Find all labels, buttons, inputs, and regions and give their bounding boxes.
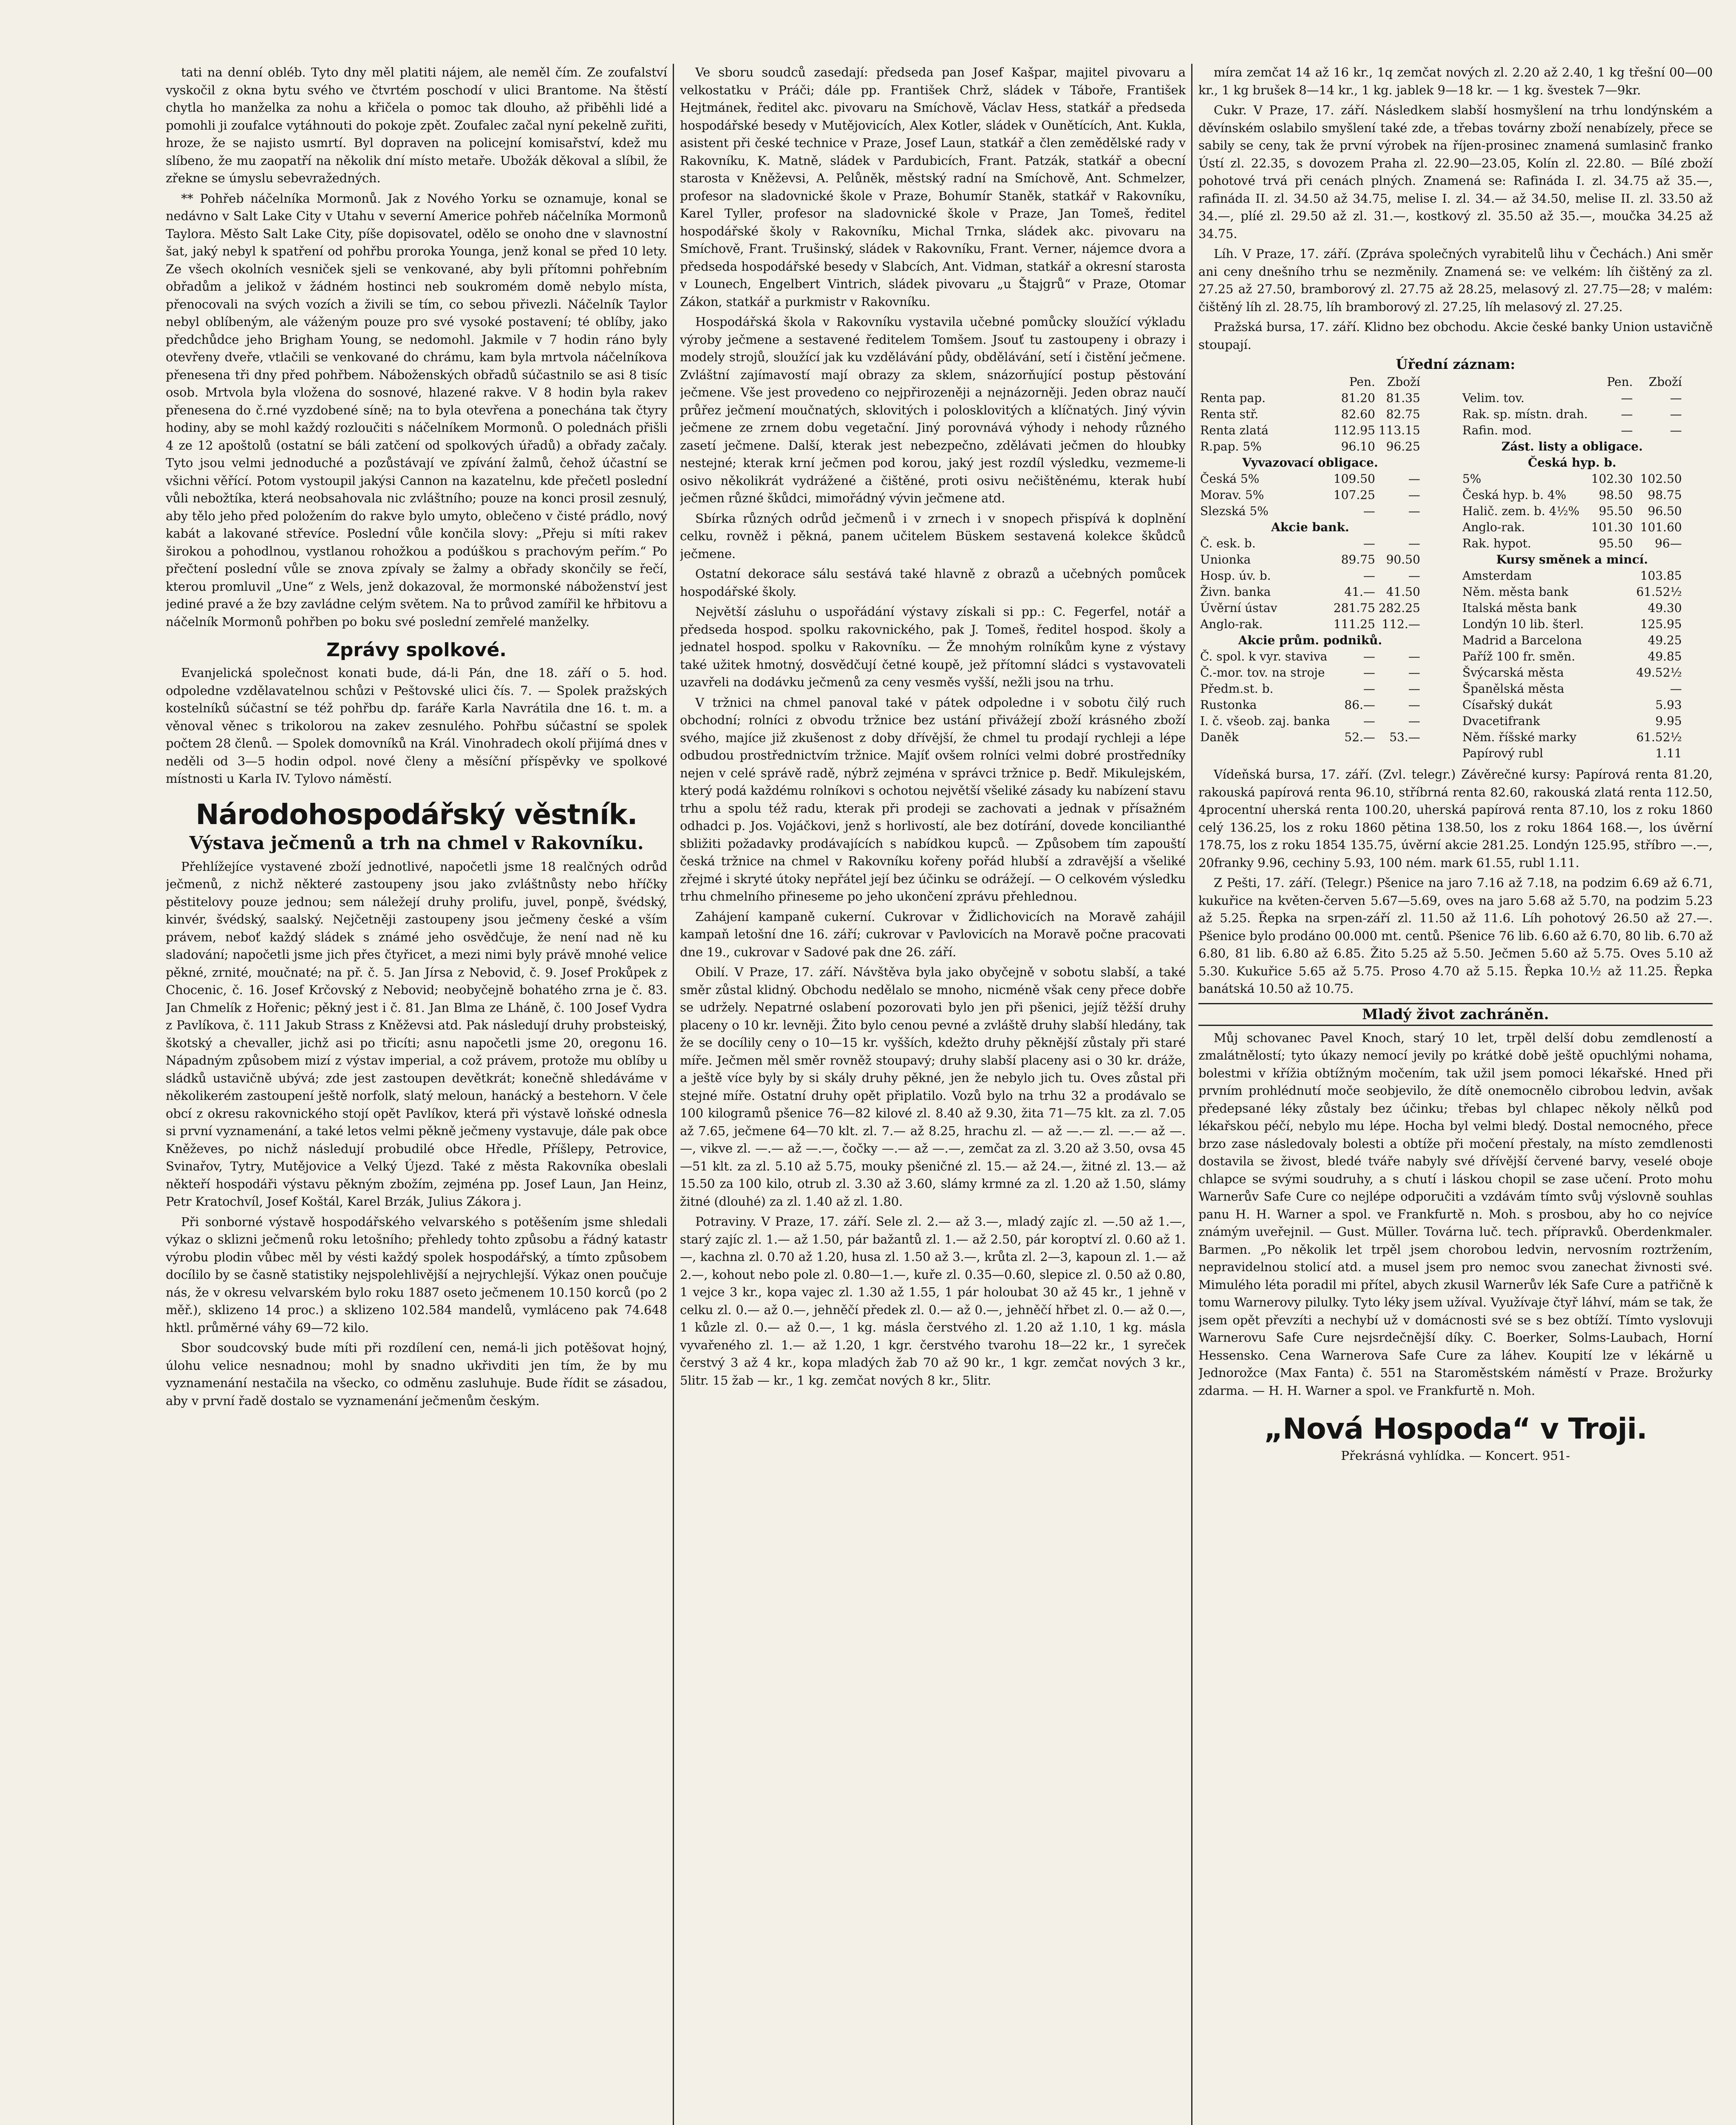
table-row [1461, 406, 1683, 422]
table-cell: — [1363, 504, 1375, 518]
table-row [1461, 665, 1683, 681]
table-row [1198, 422, 1422, 439]
commodity-reports [1198, 64, 1713, 354]
table-cell: — [1621, 391, 1633, 405]
table-cell: Vyvazovací obligace. [1242, 456, 1378, 470]
column-2 [680, 64, 1186, 2125]
table-cell: 103.85 [1640, 569, 1682, 583]
table-cell: Italská města bank [1462, 601, 1577, 615]
table-cell: Zboží [1648, 375, 1682, 389]
table-cell: Renta pap. [1200, 391, 1266, 405]
table-cell [1198, 374, 1332, 390]
exhibition-subheading: Výstava ječmenů a trh na chmel v Rakovníku. [189, 832, 644, 853]
column-divider [1191, 64, 1192, 2125]
table-cell: 112.95 [1333, 423, 1375, 437]
table-row [1198, 568, 1422, 584]
table-cell: — [1621, 407, 1633, 421]
table-cell: 49.52½ [1636, 666, 1682, 680]
table-cell: Paříž 100 fr. směn. [1462, 649, 1575, 663]
table-cell: Hosp. úv. b. [1200, 569, 1271, 583]
table-cell: 96— [1654, 536, 1682, 550]
table-row [1461, 649, 1683, 665]
table-cell [1461, 374, 1589, 390]
table-cell: Londýn 10 lib. šterl. [1462, 617, 1584, 631]
table-row [1461, 681, 1683, 697]
table-cell: — [1670, 391, 1682, 405]
table-cell: Česká 5% [1200, 472, 1260, 486]
table-row [1461, 503, 1683, 519]
table-row [1461, 487, 1683, 503]
table-cell: Švýcarská města [1462, 666, 1564, 680]
bourse-reports [1198, 766, 1713, 998]
table-cell [1589, 665, 1634, 681]
table-cell: 49.25 [1648, 633, 1682, 647]
table-cell: Amsterdam [1462, 569, 1532, 583]
table-cell: Rak. hypot. [1462, 536, 1532, 550]
table-row [1461, 471, 1683, 487]
table-cell: 81.35 [1386, 391, 1420, 405]
table-cell: 41.50 [1386, 585, 1420, 599]
table-cell: 9.95 [1655, 714, 1682, 728]
table-row [1198, 552, 1422, 568]
table-cell: 107.25 [1333, 488, 1375, 502]
table-row [1461, 536, 1683, 552]
advert-text: Můj schovanec Pavel Knoch, starý 10 let, trpěl delší dobu zemdleností a zmalátnělostí; tyto úkazy nemocí jevily po krátké době ještě opuchlými nohama, bolestmi v křížia obtížným močením, tak užil jsem pomoci lékařské. Hned při prvním prohlédnutí moče seobjevilo, že dítě onemocnělo cibrobou ledvin, avšak předepsané léky zůstaly bez účinku; třebas byl chlapec několy nělků pod lékařskou péčí, nebylo mu lépe. Hocha byl velmi bledý. Dostal nemocného, přece brzo zase následovaly bolesti a obtíže při močení přestaly, na místo zemdlenosti dostavila se živost, bledé tváře nabyly své dřívější červené barvy, veselé oboje chlapce se svými soudruhy, a s chutí i láskou chopil se zase učení. Proto mohu Warnerův Safe Cure co nejlépe odporučiti a vzdávám tímto svůj výslovně souhlas panu H. H. Warner a spol. ve Frankfurtě n. Moh. s prosbou, aby ho co nejvíce známým uveřejnil. — Gust. Müller. Továrna luč. tech. přípravků. Oberdenkmaler. Barmen. „Po několik let trpěl jsem chorobou ledvin, nervosním roztržením, nepravidelnou stolicí atd. a musel jsem pro nemoc svou zanechat živnosti své. Mimulého léta poradil mi přítel, abych zkusil Warnerův lék Safe Cure a patřičně k tomu Warnerovy pilulky. Tyto léky jsem užíval. Využívaje čtyř láhví, mám se tak, že jsem opět převzíti a nechybí už v domácnosti své se s bez obtíží. Tímto vyslovuji Warnerovu Safe Cure nejsrdečnější díky. C. Boerker, Solms-Laubach, Horní Hessensko. Cena Warnerova Safe Cure za láhev. Koupití lze v lékárně u Jednorožce (Max Fanta) č. 551 na Staroměstském náměstí v Praze. Brožurky zdarma. — H. H. Warner a spol. ve Frankfurtě n. Moh. [1198, 1030, 1713, 1398]
paragraph: Evanjelická společnost konati bude, dá-li Pán, dne 18. září o 5. hod. odpoledne vzdělavatelnou schůzi v Peštovské ulici čís. 7. — Spolek pražských kostelníků súčastní se též pohřbu dp. faráře Karla Navrátila dne 16. t. m. a věnoval věnec s trikolorou na zakev zesnulého. Pohřbu súčastní se spolek počtem 28 členů. — Spolek domovníků na Král. Vinohradech okolí přijímá dnes v neděli od 3—5 hodin odpol. nové členy a měsíční příspěvky ve spolkové místnosti u Karla IV. Tylovo náměstí. [166, 666, 667, 786]
table-cell: Živn. banka [1200, 585, 1271, 599]
paragraph: Ve sboru soudců zasedají: předseda pan Josef Kašpar, majitel pivovaru a velkostatku v Práči; dále pp. František Chrž, sládek v Táboře, František Hejtmánek, ředitel akc. pivovaru na Smíchově, Václav Hess, statkář a předseda hospodářské besedy v Mutějovicích, Alex Kotler, sládek v Ounětících, Ant. Kukla, asistent při české technice v Praze, Josef Laun, statkář a člen zemědělské rady v Rakovníku, K. Matně, sládek v Pardubicích, Frant. Patzák, statkář a obecní starosta v Kněževsi, A. Pelůněk, městský radní na Smíchově, Ant. Schmelzer, profesor na sladovnické škole v Praze, Bohumír Staněk, statkář v Rakovníku, Karel Tyller, profesor na sladovnické škole v Praze, Jan Tomeš, ředitel hospodářské školy v Rakovníku, Michal Trnka, sládek akc. pivovaru na Smíchově, Frant. Trušinský, sládek v Rakovníku, Frant. Verner, nájemce dvora a předseda hospodářské besedy v Slabcích, Ant. Vidman, statkář a okresní starosta v Lounech, Engelbert Vintrich, sládek pivovaru „u Štajgrů“ v Praze, Otomar Zákon, statkář a purkmistr v Rakovníku. [680, 65, 1186, 309]
table-row [1198, 600, 1422, 616]
article-top [166, 64, 667, 631]
table-cell: 282.25 [1378, 601, 1420, 615]
paragraph: Při sonborné výstavě hospodářského velvarského s potěšením jsme shledali výkaz o sklizni ječmenů roku letošního; přehledy tohto způsobu a řádný katastr výrobu plodin vůbec měl by vésti každý spolek hospodářský, a tímto způsobem docílilo by se časně statistiky nejspolehlivější a nejrychlejší. Výkaz onen poučuje nás, že v okresu velvarském bylo roku 1887 oseto ječmenem 10.150 korců (po 2 měř.), sklizeno 14 proc.) a sklizeno 102.584 mandelů, vymláceno pak 74.648 hktl. průměrné váhy 69—72 kilo. [166, 1214, 667, 1335]
table-cell: — [1408, 504, 1420, 518]
table-cell: Akcie bank. [1271, 520, 1349, 534]
table-cell: Halič. zem. b. 4½% [1462, 504, 1580, 518]
table-cell: I. č. všeob. zaj. banka [1200, 714, 1330, 728]
table-cell: Velim. tov. [1462, 391, 1525, 405]
table-cell: Kursy směnek a mincí. [1496, 552, 1648, 567]
spolky-article [166, 664, 667, 788]
table-cell: 61.52½ [1636, 585, 1682, 599]
paragraph: Hospodářská škola v Rakovníku vystavila učebné pomůcky sloužící výkladu výroby ječmene a sestavené ředitelem Tomšem. Jsouť tu zastoupeny i obrazy i modely strojů, sloužící jak ku vzdělávání půdy, obdělávání, setí i čistění ječmene. Zvláštní zajímavostí mají obrazy za sklem, snázorňující postup pěstování ječmene. Vše jest provedeno co nejpřirozeněji a nejnázorněji. Jeden obraz naučí průřez ječmení moučnatých, sklovitých i polosklovitých a klíčnatých. Jiný vývin ječmene ze zrnem dobu vegetační. Jiný porovnává výhody i nehody různého zasetí ječmene. Další, kterak jest nebezpečno, zdělávati ječmen do hloubky nestejné; kterak krní ječmen pod korou, jaký jest rozdíl výsledku, vezmeme-li osivo několikrát vydrážené a čištěné, proti osivu nečištěnému, kterak hubí ječmen různé škůdci, mimořádný vývin ječmene atd. [680, 314, 1186, 505]
paragraph: Největší zásluhu o uspořádání výstavy získali si pp.: C. Fegerfel, notář a předseda hospod. spolku rakovnického, pak J. Tomeš, ředitel hospod. školy a jednatel hospod. spolku v Rakovníku. — Že mnohým rolníkům kyne z výstavy také užitek hmotný, dosvědčují četné koupě, jež přítomní sládci s vystavovateli uzavřeli na dodávku ječmenů za ceny vesměs vyšší, nežli jsou na trhu. [680, 604, 1186, 689]
paragraph: Z Pešti, 17. září. (Telegr.) Pšenice na jaro 7.16 až 7.18, na podzim 6.69 až 6.71, kukuřice na květen-červen 5.67—5.69, oves na jaro 5.68 až 5.70, na podzim 5.23 až 5.25. Řepka na srpen-září zl. 11.50 až 11.6. Líh pohotový 26.50 až 27.—. Pšenice bylo prodáno 00.000 mt. centů. Pšenice 76 lib. 6.60 až 6.70, 80 lib. 6.70 až 6.80, 81 lib. 6.80 až 6.85. Žito 5.25 až 5.50. Ječmen 5.60 až 5.75. Oves 5.10 až 5.30. Kukuřice 5.65 až 5.75. Proso 4.70 až 5.15. Řepka 10.½ až 11.25. Řepka banátská 10.50 až 10.75. [1198, 876, 1713, 996]
table-cell: 96.25 [1386, 439, 1420, 453]
table-cell: — [1363, 666, 1375, 680]
paragraph: Cukr. V Praze, 17. září. Následkem slabší hosmyšlení na trhu londýnském a děvínském oslabilo smyšlení také zde, a třebas továrny zboží nenabízely, přece se sabily se ceny, tak že první výrobek na říjen-prosinec znamená sumlasinč franko Ústí zl. 22.35, s dovozem Praha zl. 22.90—23.05, Kolín zl. 22.80. — Bílé zboží pohotové trvá při cenách plných. Znamená se: Rafináda I. zl. 34.75 až 35.—, rafináda II. zl. 34.50 až 34.75, melise I. zl. 34.— až 34.50, melise II. zl. 33.50 až 34.—, plíé zl. 29.50 až zl. 31.—, kostkový zl. 35.50 až 35.—, moučka 34.25 až 34.75. [1198, 103, 1713, 241]
table-cell: Česká hyp. b. 4% [1462, 488, 1566, 502]
table-cell: Morav. 5% [1200, 488, 1264, 502]
paragraph: Ostatní dekorace sálu sestává také hlavně z obrazů a učebných pomůcek hospodářské školy. [680, 567, 1186, 599]
table-cell: 49.85 [1648, 649, 1682, 663]
table-row [1198, 616, 1422, 632]
table-cell: Madrid a Barcelona [1462, 633, 1582, 647]
table-cell: 86.— [1344, 698, 1375, 712]
table-row [1198, 390, 1422, 406]
table-cell [1589, 713, 1634, 729]
table-cell: 111.25 [1333, 617, 1375, 631]
table-cell: Č. spol. k vyr. staviva [1200, 649, 1328, 663]
table-cell [1589, 729, 1634, 745]
table-row [1461, 439, 1683, 455]
table-cell: 101.60 [1640, 520, 1682, 534]
table-row [1198, 503, 1422, 519]
table-cell: Anglo-rak. [1200, 617, 1263, 631]
table-cell: — [1408, 536, 1420, 550]
table-cell: 61.52½ [1636, 730, 1682, 744]
table-row [1461, 697, 1683, 713]
table-cell: 95.50 [1599, 504, 1633, 518]
table-row [1461, 568, 1683, 584]
table-cell: Císařský dukát [1462, 698, 1552, 712]
table-cell: — [1363, 649, 1375, 663]
table-row [1461, 455, 1683, 471]
table-cell: 49.30 [1648, 601, 1682, 615]
table-cell: — [1408, 472, 1420, 486]
table-cell: — [1408, 488, 1420, 502]
table-cell: 53.— [1389, 730, 1420, 744]
table-cell: 82.75 [1386, 407, 1420, 421]
table-cell [1589, 649, 1634, 665]
table-cell: Akcie prům. podniků. [1238, 633, 1382, 647]
newspaper-page [166, 64, 1713, 2125]
table-cell: — [1363, 536, 1375, 550]
table-cell: 89.75 [1341, 552, 1375, 567]
table-cell: Zást. listy a obligace. [1501, 439, 1643, 453]
spolky-heading: Zprávy spolkové. [326, 639, 507, 661]
table-row [1198, 487, 1422, 503]
table-cell: 1.11 [1655, 746, 1682, 760]
table-row [1461, 422, 1683, 439]
table-cell: Něm. říšské marky [1462, 730, 1577, 744]
table-row [1461, 390, 1683, 406]
paragraph: Sbor soudcovský bude míti při rozdílení cen, nemá-li jich potěšovat hojný, úlohu velice nesnadnou; mohl by snadno ukřivditi jen tím, že by mu vyznamenání nestačila na všecko, co odměnu zasluhuje. Bude řídit se zásadou, aby v první řadě dostalo se vyznamenání ječmenům českým. [166, 1340, 667, 1408]
paragraph: Přehlížejíce vystavené zboží jednotlivé, napočetli jsme 18 realčných odrůd ječmenů, z nichž některé zastoupeny jsou jako zvláštnůsty nebo hříčky pěstitelovy pouze jednou; sem náležejí druhy prolifu, juvel, ponpě, švédský, kinvér, švédský, saalský. Nejčetněji zastoupeny jsou ječmeny české a vším právem, neboť každý sládek s známé jeho osvědčuje, že není nad ně ku sladování; napočetli jsme jich přes čtyřicet, a mezi nimi byly právě mnohé velice pěkné, zrnité, moučnaté; na př. č. 5. Jan Jírsa z Nebovid, č. 9. Josef Prokůpek z Chocenic, č. 16. Josef Krčovský z Nebovid; neobyčejně bohatého zrna je č. 83. Jan Chmelík z Hořenic; pěkný jest i č. 81. Jan Blma ze Lháně, č. 100 Josef Vydra z Pavlíkova, č. 111 Jakub Strass z Kněževsi atd. Pak následují druhy probsteiský, škotský a chevaller, jichž asi po třicíti; asnu napočetli jsme 20, oregonu 16. Nápadným způsobem mizí z výstav imperial, a což právem, protože mu oblíby u sládků ustavičně ubývá; zde jest zastoupen devětkrát; konečně shledáváme v několikerém zastoupení ještě norfolk, slatý meloun, hanácký a bestehorn. V čele obcí z okresu rakovnického stojí opět Pavlíkov, která při výstavě loňské odnesla si první vyznamenání, a také letos velmi pěkně ječmeny vystavuje, dále pak obce Kněževes, po nichž následují probudilé obce Hředle, Příšlepy, Petrovice, Svinařov, Tytry, Mutějovice a Velký Újezd. Také z města Rakovníka obeslali někteří hospodáři výstavu pěkným zbožím, zejména pp. Josef Laun, Jan Heinz, Petr Kratochvíl, Josef Koštál, Karel Brzák, Julius Zákora j. [166, 859, 667, 1209]
table-row [1198, 713, 1422, 729]
advert-line: Překrásná vyhlídka. — Koncert. 951- [1341, 1448, 1570, 1463]
table-cell: 41.— [1344, 585, 1375, 599]
exchange-tables [1198, 374, 1713, 762]
table-cell: Č. esk. b. [1200, 536, 1256, 550]
table-row [1198, 519, 1422, 536]
table-cell: Renta zlatá [1200, 423, 1269, 437]
table-cell: 82.60 [1341, 407, 1375, 421]
table-cell: 52.— [1344, 730, 1375, 744]
table-row [1198, 374, 1422, 390]
table-cell: — [1408, 666, 1420, 680]
table-cell: Dvacetifrank [1462, 714, 1540, 728]
table-cell: Rustonka [1200, 698, 1257, 712]
table-row [1461, 584, 1683, 600]
market-reports [680, 64, 1186, 1389]
table-cell: Unionka [1200, 552, 1251, 567]
table-cell: — [1363, 569, 1375, 583]
exchange-table-left [1198, 374, 1422, 745]
table-cell: — [1408, 649, 1420, 663]
table-cell: 112.— [1382, 617, 1420, 631]
table-row [1461, 745, 1683, 762]
table-cell: Papírový rubl [1462, 746, 1543, 760]
table-row [1198, 649, 1422, 665]
table-cell [1589, 600, 1634, 616]
table-cell: — [1363, 714, 1375, 728]
table-cell: 96.50 [1648, 504, 1682, 518]
paragraph: Potraviny. V Praze, 17. září. Sele zl. 2.— až 3.—, mladý zajíc zl. —.50 až 1.—, starý zajíc zl. 1.— až 1.50, pár bažantů zl. 1.— až 2.50, pár koroptví zl. 0.60 až 1.—, kachna zl. 0.70 až 1.20, husa zl. 1.50 až 3.—, krůta zl. 2—3, kapoun zl. 1.— až 2.—, kohout nebo pole zl. 0.80—1.—, kuře zl. 0.35—0.60, slepice zl. 0.50 až 0.80, 1 vejce 3 kr., kopa vajec zl. 1.30 až 1.55, 1 pár holoubat 30 až 45 kr., 1 jehně v celku zl. 0.— až 0.—, jehněčí předek zl. 0.— až 0.—, jehněčí hřbet zl. 0.— až 0.—, 1 kůzle zl. 0.— až 0.—, 1 kg. másla čerstvého zl. 1.20 až 1.10, 1 kg. másla vyvařeného zl. 1.— až 1.20, 1 kgr. čerstvého tvarohu 18—22 kr., 1 syreček čerstvý 3 až 4 kr., kopa mladých žab 70 až 90 kr., 1 kgr. zemčat nových 3 kr., 5litr. 15 žab — kr., 1 kg. zemčat nových 8 kr., 5litr. [680, 1214, 1186, 1388]
table-cell: — [1621, 423, 1633, 437]
table-row [1198, 471, 1422, 487]
table-cell [1589, 697, 1634, 713]
table-row [1461, 374, 1683, 390]
table-cell: — [1670, 682, 1682, 696]
table-cell [1589, 616, 1634, 632]
table-cell: 109.50 [1333, 472, 1375, 486]
paragraph: Zahájení kampaně cukerní. Cukrovar v Židlichovicích na Moravě zahájil kampaň letošní dne 16. září; cukrovar v Pavlovicích na Moravě počne pracovati dne 19., cukrovar v Sadové pak dne 26. září. [680, 909, 1186, 959]
exchange-table-right [1461, 374, 1683, 762]
table-cell [1589, 681, 1634, 697]
table-cell: Pen. [1349, 375, 1375, 389]
table-cell: Předm.st. b. [1200, 682, 1274, 696]
table-cell: Zboží [1387, 375, 1420, 389]
exhibition-article [166, 858, 667, 1410]
table-row [1198, 439, 1422, 455]
column-3 [1198, 64, 1713, 2125]
table-cell: 102.50 [1640, 472, 1682, 486]
table-cell: R.pap. 5% [1200, 439, 1262, 453]
economic-banner: Národohospodářský věstník. [195, 798, 637, 831]
table-row [1198, 584, 1422, 600]
table-cell: 96.10 [1341, 439, 1375, 453]
table-cell: 113.15 [1378, 423, 1420, 437]
table-row [1198, 406, 1422, 422]
paragraph: Obilí. V Praze, 17. září. Návštěva byla jako obyčejně v sobotu slabší, a také směr zůstal klidný. Obchodu nedělalo se mnoho, nicméně však ceny přece dobře se udržely. Nepatrné oslabení pozorovati bylo jen při pšenici, jejíž těžší druhy placeny o 10 kr. levněji. Žito bylo cenou pevné a zvláště druhy slabší hledány, tak že se docílily ceny o 10—15 kr. vyšších, kdežto druhy pěknější zůstaly při staré míře. Ječmen měl směr rovněž stoupavý; druhy slabší placeny asi o 30 kr. dráže, a ještě více byly by si skály druhy pěkné, jen že nebylo jich tu. Oves zůstal při stejné míře. Ostatní druhy opět připlatilo. Vozů bylo na trhu 32 a prodávalo se 100 kilogramů pšenice 76—82 kilové zl. 8.40 až 9.30, žita 71—75 klt. za zl. 7.05 až 7.65, ječmene 64—70 klt. zl. 7.— až 8.25, hrachu zl. — až —.— zl. —.— až —.—, vikve zl. —.— až —.—, čočky —.— až —.—, zemčat za zl. 3.20 až 3.50, ovsa 45—51 klt. za zl. 5.10 až 5.75, mouky pšeničné zl. 15.— až 24.—, žitné zl. 13.— až 15.50 za 100 kilo, otrub zl. 3.30 až 3.60, slámy krmné za zl. 1.20 až 1.50, slámy žitné (dlouhé) za zl. 1.40 až zl. 1.80. [680, 965, 1186, 1209]
paragraph: ** Pohřeb náčelníka Mormonů. Jak z Nového Yorku se oznamuje, konal se nedávno v Salt Lake City v Utahu v severní Americe pohřeb náčelníka Mormonů Taylora. Město Salt Lake City, píše dopisovatel, odělo se onoho dne v slavnostní šat, jaký nebyl k spatření od pohřbu proroka Younga, jenž konal se před 10 lety. Ze všech okolních vesniček sjeli se venkované, aby byli přítomni pohřebním obřadům a jelikož v žádném hostinci neb soukromém domě nebylo místa, přenocovali na svých vozích a živili se tím, co sebou přivezli. Náčelník Taylor nebyl oblíbeným, ale váženým pouze pro své vysoké postavení; té oblíby, jako předchůdce jeho Brigham Young, se nedomohl. Jakmile v 7 hodin ráno byly otevřeny dveře, vtlačili se venkované do chrámu, kam byla mrtvola náčelníkova přenesena tři dny před pohřbem. Náboženských obřadů súčastnilo se asi 8 tisíc osob. Mrtvola byla vložena do sosnové, hlazené rakve. V 8 hodin byla rakev přenesena do č.rné vyzdobené síně; na to byla otevřena a ponechána tak čtyry hodiny, aby se mohl každý rozloučiti s náčelníkem Mormonů. O polednách přišli 4 ze 12 apoštolů (ostatní se báli zatčení od spolkových úřadů) a obřady začaly. Tyto jsou velmi jednoduché a pozůstávají ve zpívání žalmů, čehož účastní se všichni věřící. Potom vystoupil jakýsi Cannon na kazatelnu, kde přečetl poslední vůli nebožtíka, která neobsahovala nic zvláštního; pouze na konci prosil zesnulý, aby tělo jeho před položením do rakve bylo umyto, oblečeno v čisté prádlo, nový kabát a lakované střevíce. Poslední vůle končila slovy: „Přeju si míti rakev širokou a pohodlnou, vystlanou rohožkou a podúškou s prachovým peřím.“ Po přečtení poslední vůle se znova zpívaly se žalmy a obřady skončily se řečí, kterou promluvil „Une“ z Wels, jenž dokazoval, že mormonské náboženství jest jediné pravé a že bzy zavládne celým světem. Na to průvod zamířil ke hřbitovu a náčelník Mormonů pohřben po boku své poslední zemřelé manželky. [166, 191, 667, 629]
table-cell: 90.50 [1386, 552, 1420, 567]
table-cell: 125.95 [1640, 617, 1682, 631]
table-cell [1589, 584, 1634, 600]
paragraph: Pražská bursa, 17. září. Klidno bez obchodu. Akcie české banky Union ustavičně stoupají. [1198, 320, 1713, 352]
paragraph: Sbírka různých odrůd ječmenů i v zrnech i v snopech přispívá k doplnění celku, rovněž i pěkná, panem učitelem Büskem sestavená kolekce škůdců ječmene. [680, 511, 1186, 561]
table-cell: 81.20 [1341, 391, 1375, 405]
table-cell: Rak. sp. místn. drah. [1462, 407, 1588, 421]
table-cell: Č.-mor. tov. na stroje [1200, 666, 1325, 680]
table-cell: Česká hyp. b. [1528, 456, 1617, 470]
table-cell: 102.30 [1591, 472, 1633, 486]
table-cell: 281.75 [1333, 601, 1375, 615]
table-row [1198, 455, 1422, 471]
table-cell: Rafin. mod. [1462, 423, 1532, 437]
paragraph: Vídeňská bursa, 17. září. (Zvl. telegr.) Závěrečné kursy: Papírová renta 81.20, rakouská papírová renta 96.10, stříbrná renta 82.60, rakouská zlatá renta 112.50, 4procentní uherská renta 100.20, uherská papírová renta 87.10, los z roku 1860 celý 136.25, los z roku 1860 pětina 138.50, los z roku 1864 168.—, los úvěrní 178.75, los z roku 1854 135.75, úvěrní akcie 281.25. Londýn 125.95, stříbro —.—, 20franky 9.96, cechiny 5.93, 100 ném. mark 61.55, rubl 1.11. [1198, 767, 1713, 870]
table-cell: Úvěrní ústav [1200, 601, 1277, 615]
table-row [1461, 600, 1683, 616]
table-row [1461, 729, 1683, 745]
advert-heading: Mladý život zachráněn. [1198, 1003, 1713, 1026]
paragraph: Líh. V Praze, 17. září. (Zpráva společných vyrabitelů lihu v Čechách.) Ani směr ani ceny dnešního trhu se nezměnily. Znamená se: ve velkém: líh čištěný za zl. 27.25 až 27.50, bramborový zl. 27.75 až 28.25, melasový zl. 27.75—28; v malém: čištěný líh zl. 28.75, líh bramborový zl. 27.25, líh melasový zl. 27.25. [1198, 246, 1713, 314]
table-row [1461, 713, 1683, 729]
table-row [1198, 536, 1422, 552]
table-cell: Daněk [1200, 730, 1239, 744]
table-row [1461, 552, 1683, 568]
paragraph: tati na denní obléb. Tyto dny měl platiti nájem, ale neměl čím. Ze zoufalství vyskočil z okna bytu svého ve čtvrtém poschodí v ulici Brantome. Na štěstí chytla ho manželka za nohu a křičela o pomoc tak dlouho, až přiběhli lidé a pomohli ji zoufalce vytáhnouti do pokoje zpět. Zoufalec začal nyní pekelně zuřiti, hroze, že se najisto usmrtí. Byl dopraven na policejní komisařství, kdež mu slíbeno, že mu zaopatří na několik dní místo metaře. Ubožák děkoval a slíbil, že zřekne se úmyslu sebevražedných. [166, 65, 667, 185]
table-row [1198, 632, 1422, 649]
table-cell: 95.50 [1599, 536, 1633, 550]
paragraph: míra zemčat 14 až 16 kr., 1q zemčat nových zl. 2.20 až 2.40, 1 kg třešní 00—00 kr., 1 kg brušek 8—14 kr., 1 kg. jablek 9—18 kr. — 1 kg. švestek 7—9kr. [1198, 65, 1713, 97]
table-cell: 98.50 [1599, 488, 1633, 502]
table-cell [1589, 632, 1634, 649]
table-cell: 98.75 [1648, 488, 1682, 502]
table-cell: — [1670, 407, 1682, 421]
table-row [1461, 519, 1683, 536]
exchange-table-title: Úřední záznam: [1396, 356, 1515, 372]
table-cell: — [1670, 423, 1682, 437]
column-divider [673, 64, 674, 2125]
table-cell: — [1408, 698, 1420, 712]
table-cell: — [1408, 569, 1420, 583]
table-row [1198, 697, 1422, 713]
table-cell: Renta stř. [1200, 407, 1259, 421]
table-row [1198, 681, 1422, 697]
table-row [1198, 729, 1422, 745]
table-row [1461, 616, 1683, 632]
table-cell: Pen. [1607, 375, 1633, 389]
table-cell: 101.30 [1591, 520, 1633, 534]
table-cell: Slezská 5% [1200, 504, 1269, 518]
table-row [1198, 665, 1422, 681]
table-cell: 5.93 [1655, 698, 1682, 712]
table-cell: — [1408, 682, 1420, 696]
table-cell: Něm. města bank [1462, 585, 1569, 599]
table-cell: Anglo-rak. [1462, 520, 1525, 534]
paragraph: V tržnici na chmel panoval také v pátek odpoledne i v sobotu čilý ruch obchodní; rolníci z obvodu tržnice bez ustání přivážejí zboží krásného zboží svého, majíce již zkušenost z doby dřívější, že chmel tu prodají rychleji a lépe odbudou prostřednictvím tržnice. Majíť ovšem rolníci velmi dobré prostředníky nejen v celé správě radě, nýbrž zejména v správci tržnice p. Bedř. Mikulejském, který podá každému rolníkovi s ochotou největší všeliké zásady ku nabízení stavu trhu a spolu též radu, kterak při prodeji se zachovati a jednak v přísažném odhadci p. Jos. Vojáčkovi, jenž s horlivostí, ale bez dotírání, dovede koncilianthé sbližiti požadavky prodávajících s nabídkou kupců. — Způsobem tím zapouští česká tržnice na chmel v Rakovníku kořeny pořád hlubší a zdravější a všeliké zřejmé i skryté útoky nepřátel její bez účinku se odrážejí. — O celkovém výsledku trhu chmelního přineseme po jeho ukončení zprávu přehlednou. [680, 695, 1186, 904]
table-cell [1589, 745, 1634, 762]
advert-title: „Nová Hospoda“ v Troji. [1264, 1412, 1647, 1446]
table-cell: Španělská města [1462, 682, 1564, 696]
table-cell [1589, 568, 1634, 584]
table-cell: — [1363, 682, 1375, 696]
column-1 [166, 64, 667, 2125]
table-row [1461, 632, 1683, 649]
table-cell: 5% [1462, 472, 1481, 486]
table-cell: — [1408, 714, 1420, 728]
